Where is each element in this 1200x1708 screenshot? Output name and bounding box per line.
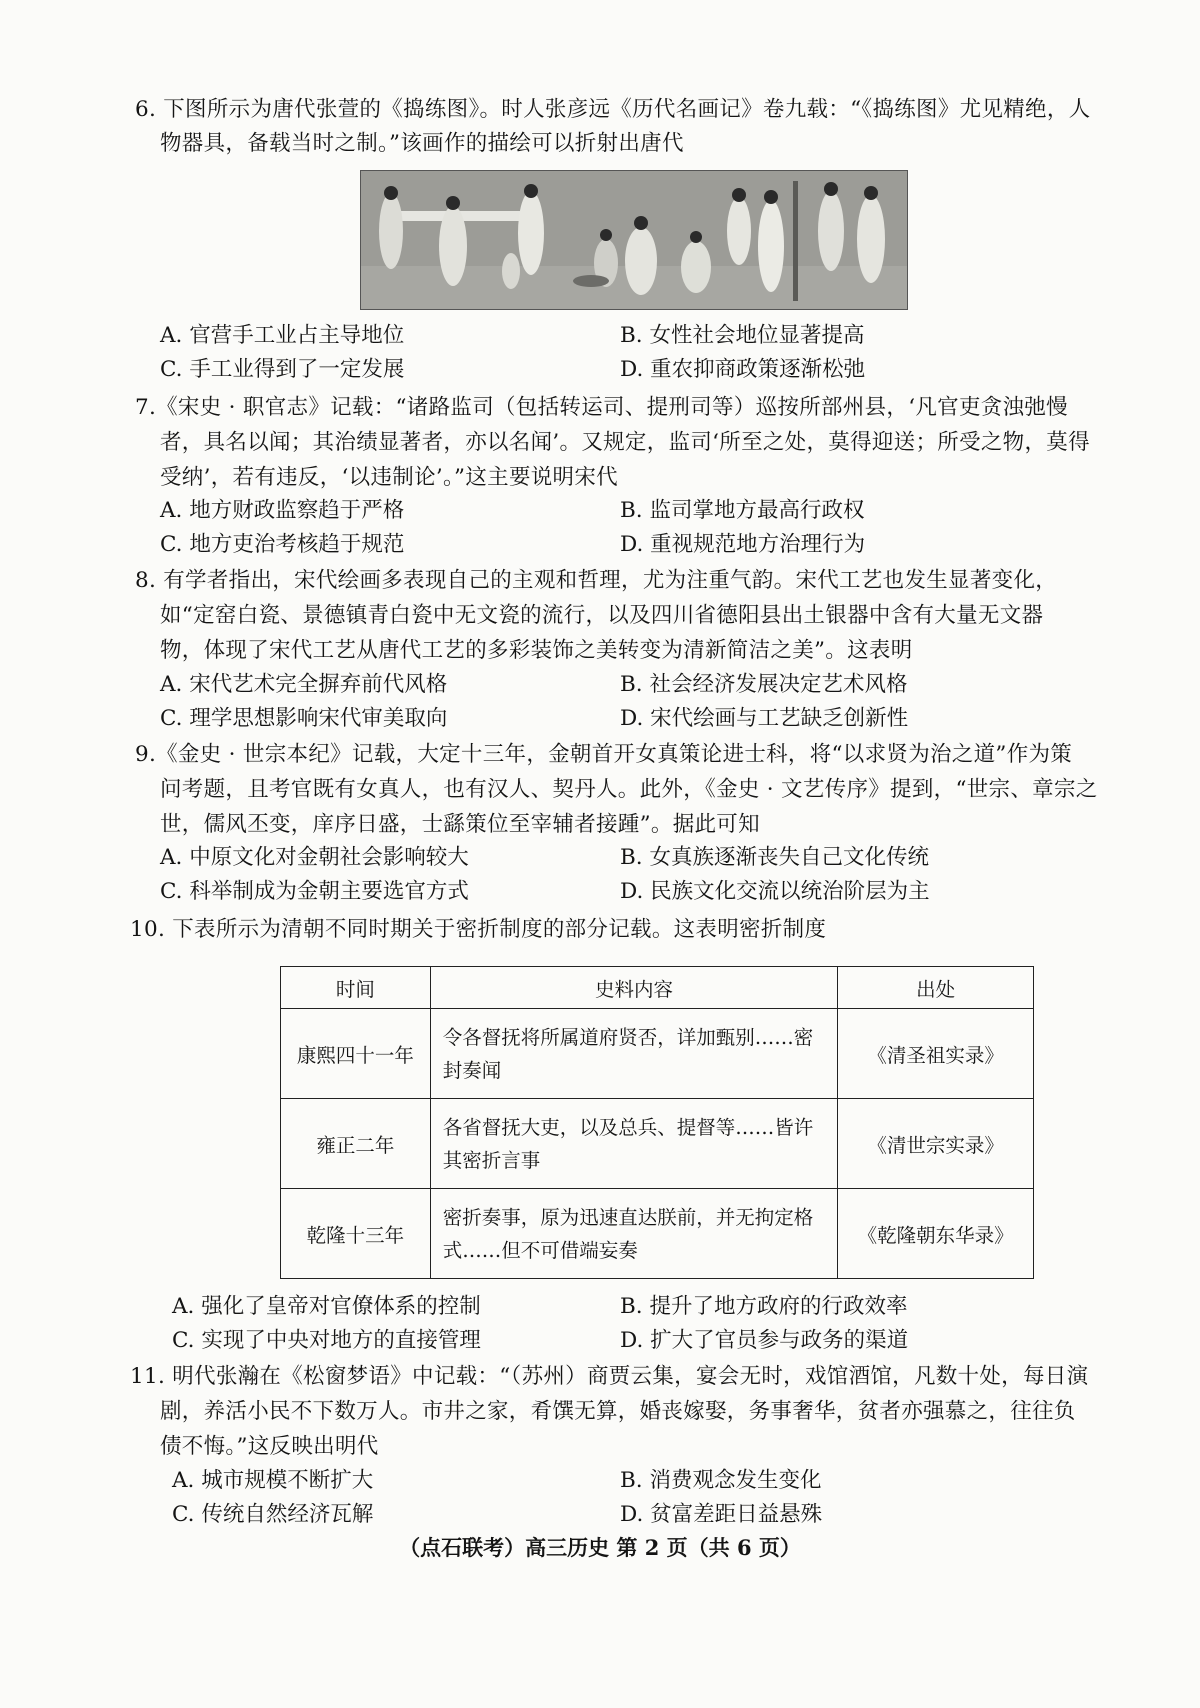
- q8-option-b: B. 社会经济发展决定艺术风格: [620, 672, 908, 697]
- row-content: 各省督抚大吏，以及总兵、提督等……皆许其密折言事: [430, 1099, 837, 1189]
- q6-option-b: B. 女性社会地位显著提高: [620, 323, 865, 348]
- table-row: [281, 1099, 1034, 1189]
- q7-stem-line3: 受纳’，若有违反，‘以违制论’。”这主要说明宋代: [160, 465, 618, 490]
- q9-option-c: C. 科举制成为金朝主要选官方式: [160, 879, 469, 904]
- header-source: 出处: [838, 967, 1034, 1009]
- q10-option-c: C. 实现了中央对地方的直接管理: [172, 1328, 481, 1353]
- q10-option-b: B. 提升了地方政府的行政效率: [620, 1294, 908, 1319]
- q8-option-a: A. 宋代艺术完全摒弃前代风格: [160, 672, 448, 697]
- q7-stem-line1: 7.《宋史 · 职官志》记载：“诸路监司（包括转运司、提刑司等）巡按所部州县，‘凡官吏贪浊弛慢: [135, 395, 1068, 420]
- table-header-row: [281, 967, 1034, 1009]
- q8-stem-line1: 8. 有学者指出，宋代绘画多表现自己的主观和哲理，尤为注重气韵。宋代工艺也发生显著变化，: [135, 568, 1058, 593]
- q7-option-a: A. 地方财政监察趋于严格: [160, 498, 405, 523]
- q6-option-a: A. 官营手工业占主导地位: [160, 323, 405, 348]
- q8-option-d: D. 宋代绘画与工艺缺乏创新性: [620, 706, 909, 731]
- row-source: 《清圣祖实录》: [838, 1009, 1034, 1099]
- q10-option-a: A. 强化了皇帝对官僚体系的控制: [172, 1294, 481, 1319]
- q8-option-c: C. 理学思想影响宋代审美取向: [160, 706, 448, 731]
- q7-option-b: B. 监司掌地方最高行政权: [620, 498, 865, 523]
- q7-stem-line2: 者，具名以闻；其治绩显著者，亦以名闻’。又规定，监司‘所至之处，莫得迎送；所受之物，莫得: [160, 430, 1090, 455]
- row-time: 乾隆十三年: [281, 1189, 431, 1279]
- q11-stem-line1: 11. 明代张瀚在《松窗梦语》中记载：“（苏州）商贾云集，宴会无时，戏馆酒馆，凡数十处，每日演: [130, 1364, 1089, 1389]
- row-source: 《乾隆朝东华录》: [838, 1189, 1034, 1279]
- row-content: 密折奏事，原为迅速直达朕前，并无拘定格式……但不可借端妄奏: [430, 1189, 837, 1279]
- q11-stem-line2: 剧，养活小民不下数万人。市井之家，肴馔无算，婚丧嫁娶，务事奢华，贫者亦强慕之，往往负: [160, 1399, 1076, 1424]
- q6-stem-line1: 6. 下图所示为唐代张萱的《捣练图》。时人张彦远《历代名画记》卷九载：“《捣练图》尤见精绝，人: [135, 97, 1091, 122]
- q11-option-c: C. 传统自然经济瓦解: [172, 1502, 374, 1527]
- page-footer: （点石联考）高三历史 第 2 页（共 6 页）: [399, 1535, 801, 1560]
- secret-memorial-table: [280, 966, 1034, 1279]
- q9-stem-line3: 世，儒风丕变，庠序日盛，士繇策位至宰辅者接踵”。据此可知: [160, 812, 760, 837]
- q9-option-a: A. 中原文化对金朝社会影响较大: [160, 845, 469, 870]
- header-content: 史料内容: [430, 967, 837, 1009]
- q9-option-b: B. 女真族逐渐丧失自己文化传统: [620, 845, 929, 870]
- q10-stem-line1: 10. 下表所示为清朝不同时期关于密折制度的部分记载。这表明密折制度: [130, 917, 827, 942]
- q6-option-c: C. 手工业得到了一定发展: [160, 357, 405, 382]
- q10-option-d: D. 扩大了官员参与政务的渠道: [620, 1328, 909, 1353]
- row-content: 令各督抚将所属道府贤否，详加甄别……密封奏闻: [430, 1009, 837, 1099]
- q8-stem-line3: 物，体现了宋代工艺从唐代工艺的多彩装饰之美转变为清新简洁之美”。这表明: [160, 638, 913, 663]
- q11-option-b: B. 消费观念发生变化: [620, 1468, 822, 1493]
- q9-stem-line2: 问考题，且考官既有女真人，也有汉人、契丹人。此外，《金史 · 文艺传序》提到，“世宗、章宗之: [160, 777, 1098, 802]
- q9-stem-line1: 9.《金史 · 世宗本纪》记载，大定十三年，金朝首开女真策论进士科，将“以求贤为治之道”作为策: [135, 742, 1073, 767]
- q8-stem-line2: 如“定窑白瓷、景德镇青白瓷中无文瓷的流行，以及四川省德阳县出土银器中含有大量无文器: [160, 603, 1044, 628]
- q11-option-a: A. 城市规模不断扩大: [172, 1468, 374, 1493]
- row-time: 康熙四十一年: [281, 1009, 431, 1099]
- q6-option-d: D. 重农抑商政策逐渐松弛: [620, 357, 866, 382]
- q9-option-d: D. 民族文化交流以统治阶层为主: [620, 879, 930, 904]
- row-time: 雍正二年: [281, 1099, 431, 1189]
- q6-stem-line2: 物器具，备载当时之制。”该画作的描绘可以折射出唐代: [160, 131, 684, 156]
- table-row: [281, 1189, 1034, 1279]
- q7-option-d: D. 重视规范地方治理行为: [620, 532, 866, 557]
- q11-option-d: D. 贫富差距日益悬殊: [620, 1502, 823, 1527]
- painting-figures: [361, 171, 907, 309]
- table-row: [281, 1009, 1034, 1099]
- painting-image: [360, 170, 908, 310]
- q11-stem-line3: 债不悔。”这反映出明代: [160, 1434, 379, 1459]
- row-source: 《清世宗实录》: [838, 1099, 1034, 1189]
- header-time: 时间: [281, 967, 431, 1009]
- q7-option-c: C. 地方吏治考核趋于规范: [160, 532, 405, 557]
